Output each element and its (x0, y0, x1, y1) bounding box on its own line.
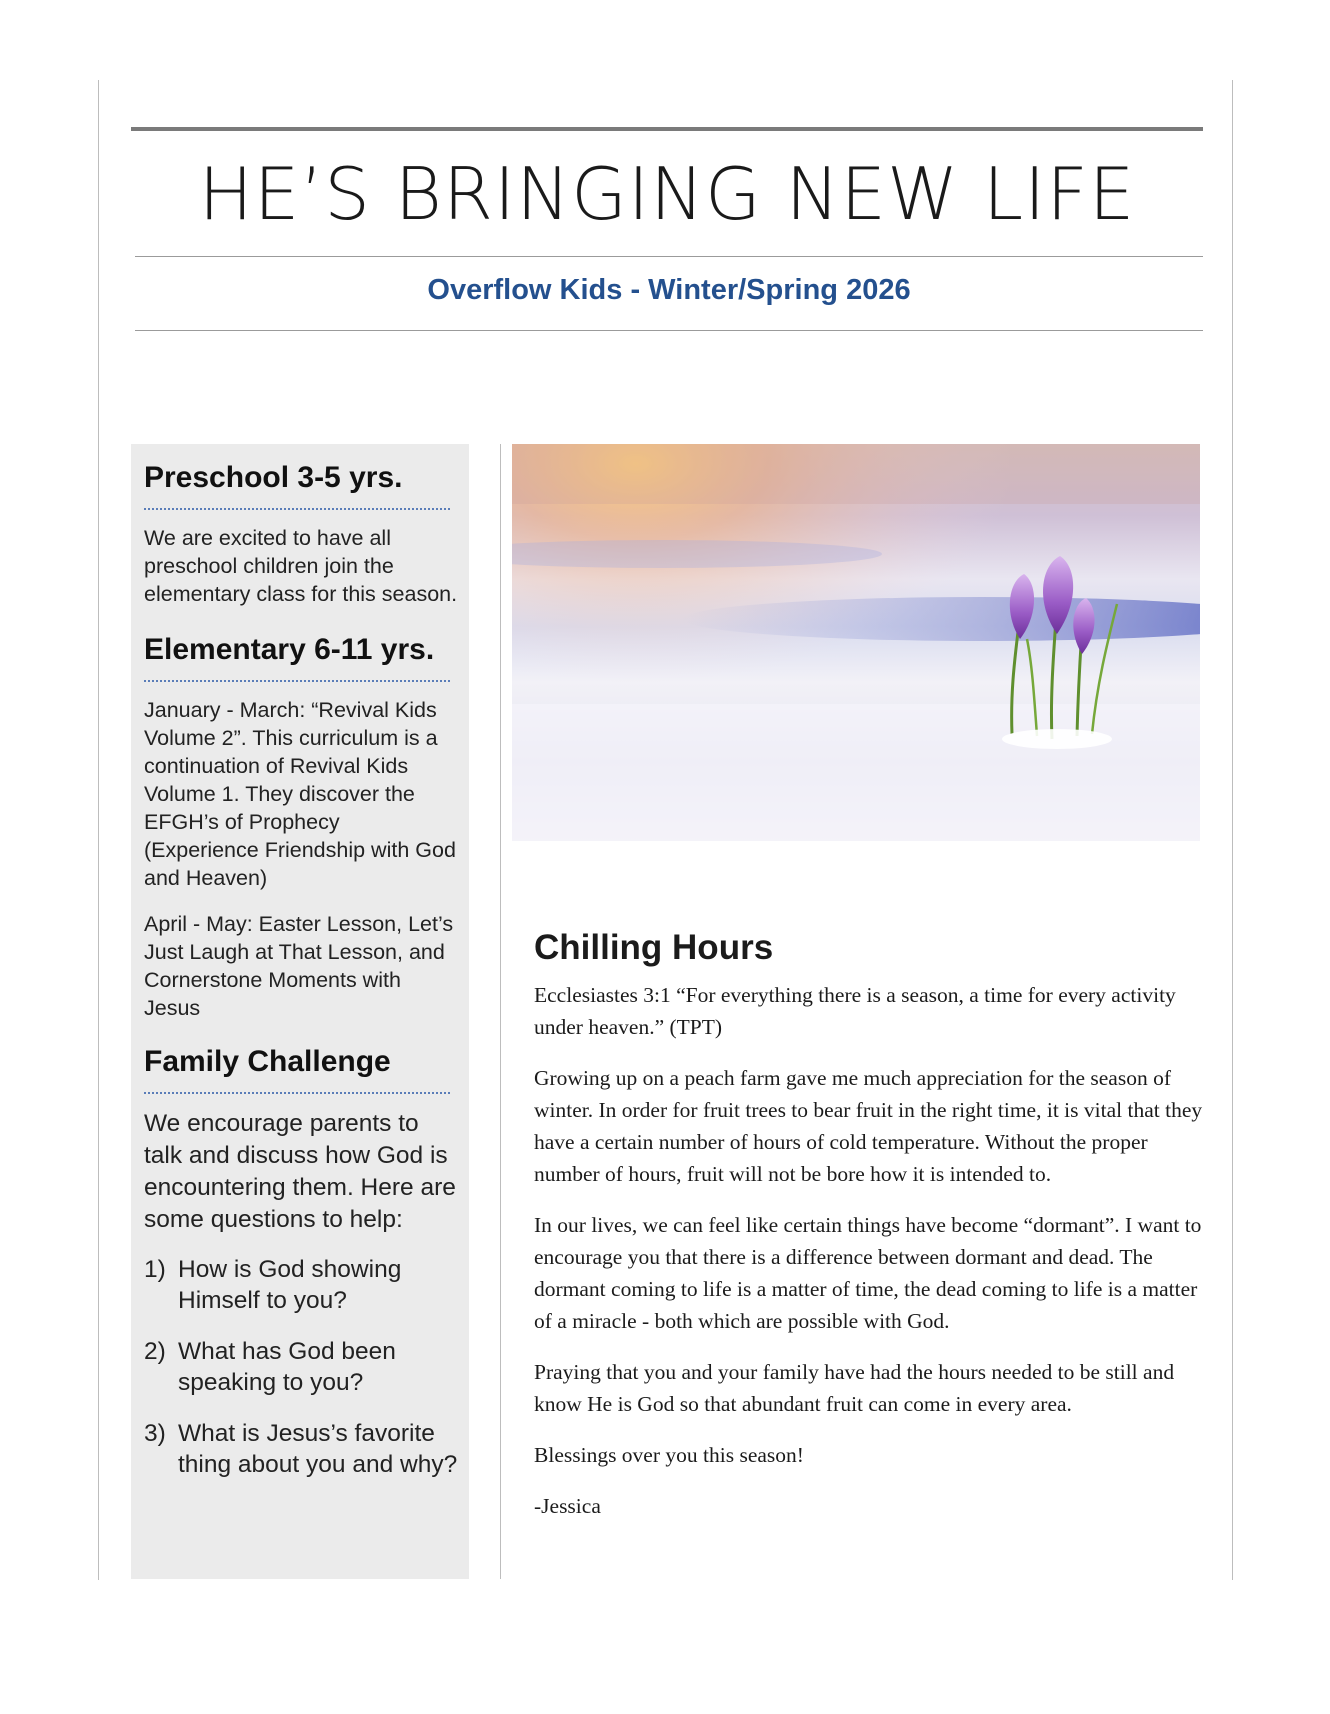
preschool-text: We are excited to have all preschool children join the elementary class for this season. (144, 526, 458, 606)
dotted-divider (144, 508, 450, 510)
preschool-heading: Preschool 3-5 yrs. (144, 461, 403, 494)
list-item (144, 1418, 460, 1480)
subtitle-divider (135, 330, 1203, 331)
question-list (144, 1254, 460, 1480)
list-text: What is Jesus’s favorite thing about you and why? (178, 1420, 458, 1478)
page-border-left (98, 80, 99, 1580)
article (534, 925, 1214, 1541)
article-heading: Chilling Hours (534, 928, 774, 967)
list-text: How is God showing Himself to you? (178, 1256, 402, 1314)
dotted-divider (144, 1092, 450, 1094)
crocus-illustration (512, 444, 1200, 841)
list-item (144, 1336, 460, 1398)
article-paragraph: Growing up on a peach farm gave me much appreciation for the season of winter. In order for fruit trees to bear fruit in the right time, it is vital that they have a certain number of hours of cold temperature. Without the proper number of hours, fruit will not be bore how it is intended to. (534, 1066, 1203, 1186)
elementary-heading: Elementary 6-11 yrs. (144, 633, 435, 666)
top-rule (131, 127, 1203, 131)
list-item (144, 1254, 460, 1316)
list-text: What has God been speaking to you? (178, 1338, 396, 1396)
list-number: 3) (144, 1420, 166, 1447)
article-verse: Ecclesiastes 3:1 “For everything there is a season, a time for every activity under heaven.” (TPT) (534, 983, 1176, 1039)
article-signature: -Jessica (534, 1494, 601, 1518)
family-challenge-heading: Family Challenge (144, 1045, 391, 1078)
sidebar-content (144, 458, 460, 1500)
list-number: 1) (144, 1256, 166, 1283)
page-border-right (1232, 80, 1233, 1580)
elementary-text-1: January - March: “Revival Kids Volume 2”. This curriculum is a continuation of Revival Kids Volume 1. They discover the EFGH’s of Prophecy (Experience Friendship with God and Heaven) (144, 698, 456, 890)
page-title: HE’S BRINGING NEW LIFE (198, 152, 1136, 236)
title-divider (135, 256, 1203, 257)
article-paragraph: Praying that you and your family have had the hours needed to be still and know He is God so that abundant fruit can come in every area. (534, 1360, 1175, 1416)
sidebar (131, 444, 469, 1579)
column-divider (500, 444, 501, 1579)
family-challenge-text: We encourage parents to talk and discuss how God is encountering them. Here are some questions to help: (144, 1110, 456, 1233)
subtitle: Overflow Kids - Winter/Spring 2026 (427, 274, 911, 306)
elementary-text-2: April - May: Easter Lesson, Let’s Just Laugh at That Lesson, and Cornerstone Moments with Jesus (144, 912, 454, 1020)
dotted-divider (144, 680, 450, 682)
crocus-in-snow-photo (512, 444, 1200, 841)
article-closing: Blessings over you this season! (534, 1443, 804, 1467)
list-number: 2) (144, 1338, 166, 1365)
article-paragraph: In our lives, we can feel like certain things have become “dormant”. I want to encourage you that there is a difference between dormant and dead. The dormant coming to life is a matter of time, the dead coming to life is a matter of a miracle - both which are possible with God. (534, 1213, 1202, 1333)
